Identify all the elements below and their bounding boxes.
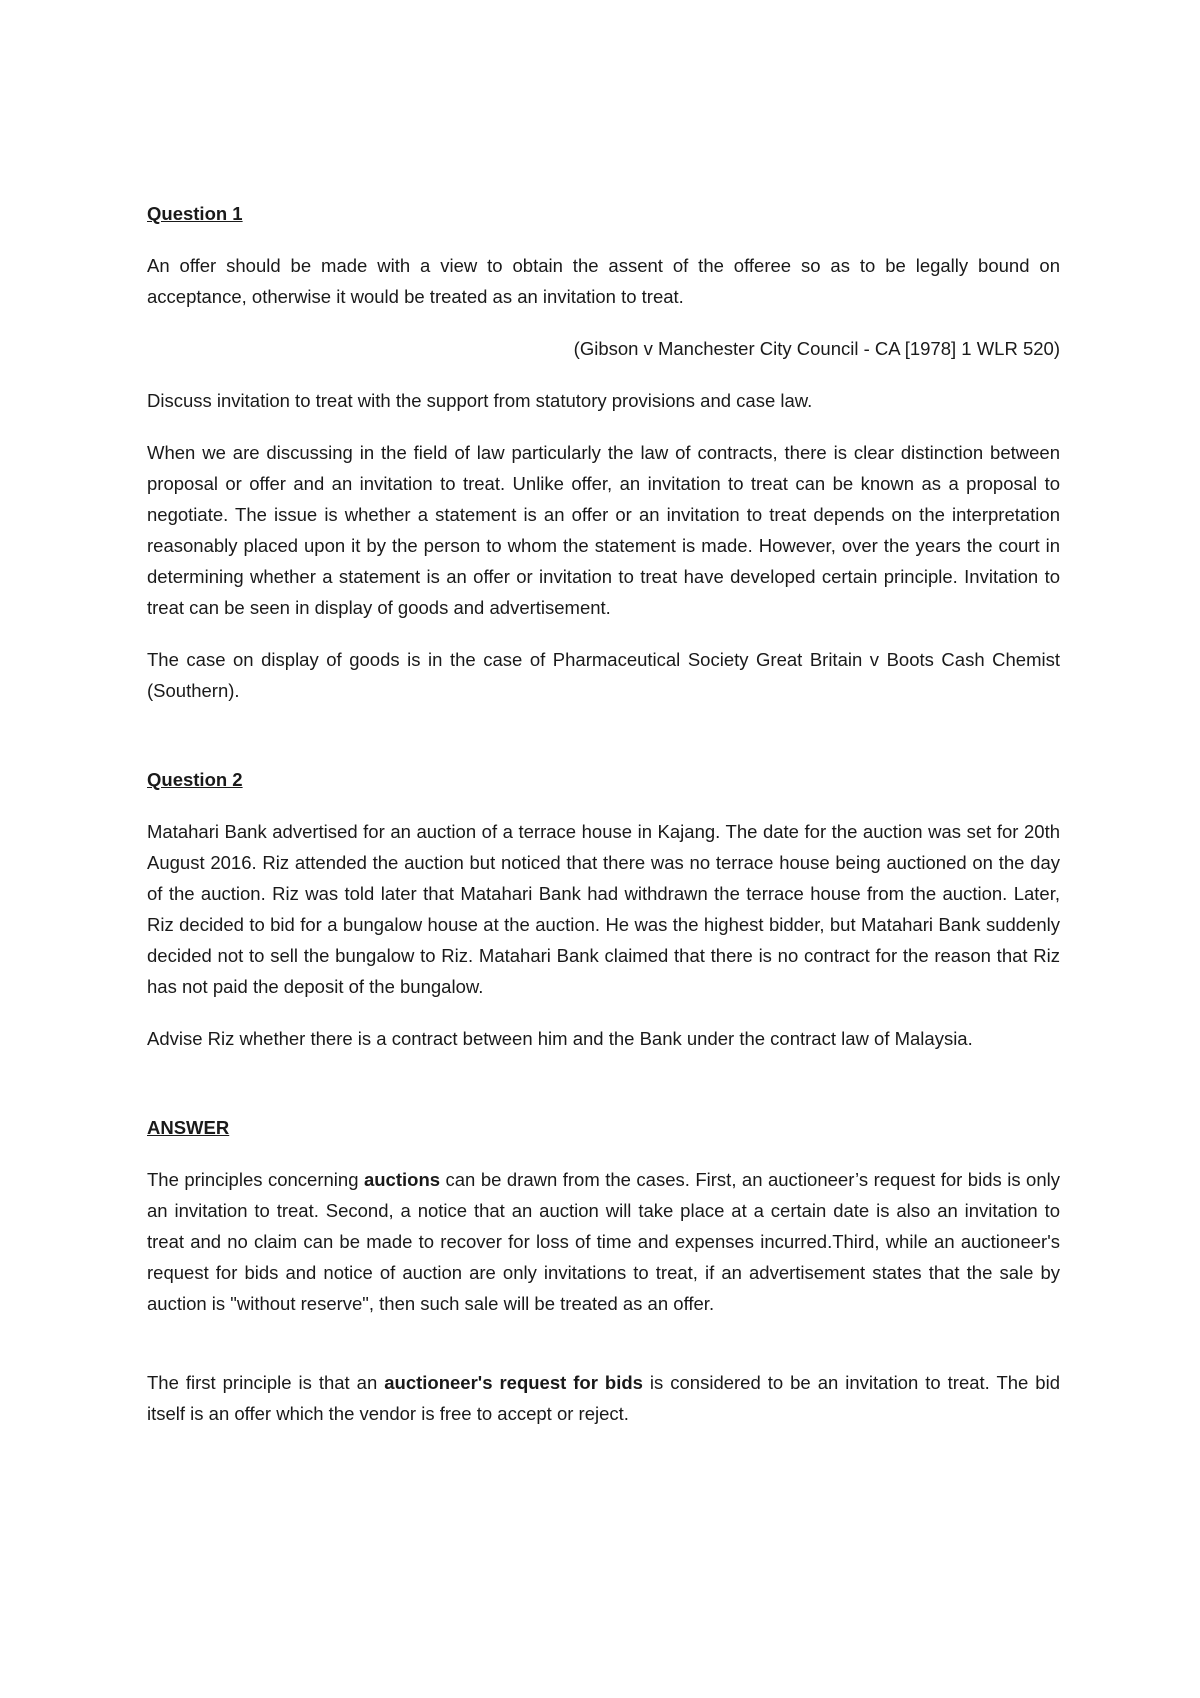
answer-p1-bold-term: auctions (363, 1169, 441, 1190)
answer-paragraph-1 (147, 1164, 1060, 1319)
question-1-citation: (Gibson v Manchester City Council - CA [1978] 1 WLR 520) (573, 338, 1060, 359)
answer-p1-text-before: The principles concerning (147, 1169, 364, 1190)
answer-paragraph-2 (147, 1367, 1060, 1429)
document-page (147, 198, 1060, 1450)
question-2-facts: Matahari Bank advertised for an auction of a terrace house in Kajang. The date for the auction was set for 20th August 2016. Riz attended the auction but noticed that there was no terrace house being auctioned on the day of the auction. Riz was told later that Matahari Bank had withdrawn the terrace house from the auction. Later, Riz decided to bid for a bungalow house at the auction. He was the highest bidder, but Matahari Bank suddenly decided not to sell the bungalow to Riz. Matahari Bank claimed that there is no contract for the reason that Riz has not paid the deposit of the bungalow. (147, 821, 1060, 997)
question-1-prompt: An offer should be made with a view to obtain the assent of the offeree so as to be legally bound on acceptance, otherwise it would be treated as an invitation to treat. (147, 255, 1060, 307)
question-1-instruction: Discuss invitation to treat with the support from statutory provisions and case law. (147, 390, 813, 411)
question-2-heading: Question 2 (147, 769, 243, 790)
answer-p2-text-after: is considered to be an invitation to treat. The bid itself is an offer which the vendor is free to accept or reject. (147, 1372, 1060, 1424)
question-1-answer-paragraph-1: When we are discussing in the field of law particularly the law of contracts, there is clear distinction between proposal or offer and an invitation to treat. Unlike offer, an invitation to treat can be known as a proposal to negotiate. The issue is whether a statement is an offer or an invitation to treat depends on the interpretation reasonably placed upon it by the person to whom the statement is made. However, over the years the court in determining whether a statement is an offer or invitation to treat have developed certain principle. Invitation to treat can be seen in display of goods and advertisement. (147, 442, 1060, 618)
answer-heading: ANSWER (147, 1117, 230, 1138)
answer-p1-text-after: can be drawn from the cases. First, an auctioneer’s request for bids is only an invitation to treat. Second, a notice that an auction will take place at a certain date is also an invitation to treat and no claim can be made to recover for loss of time and expenses incurred.Third, while an auctioneer's request for bids and notice of auction are only invitations to treat, if an advertisement states that the sale by auction is "without reserve", then such sale will be treated as an offer. (147, 1169, 1060, 1314)
question-1-answer-paragraph-2: The case on display of goods is in the case of Pharmaceutical Society Great Britain v Boots Cash Chemist (Southern). (147, 649, 1060, 701)
question-2-task: Advise Riz whether there is a contract between him and the Bank under the contract law of Malaysia. (147, 1028, 973, 1049)
question-1-heading: Question 1 (147, 203, 243, 224)
answer-p2-text-before: The first principle is that an (147, 1372, 385, 1393)
answer-p2-bold-term: auctioneer's request for bids (384, 1372, 643, 1393)
